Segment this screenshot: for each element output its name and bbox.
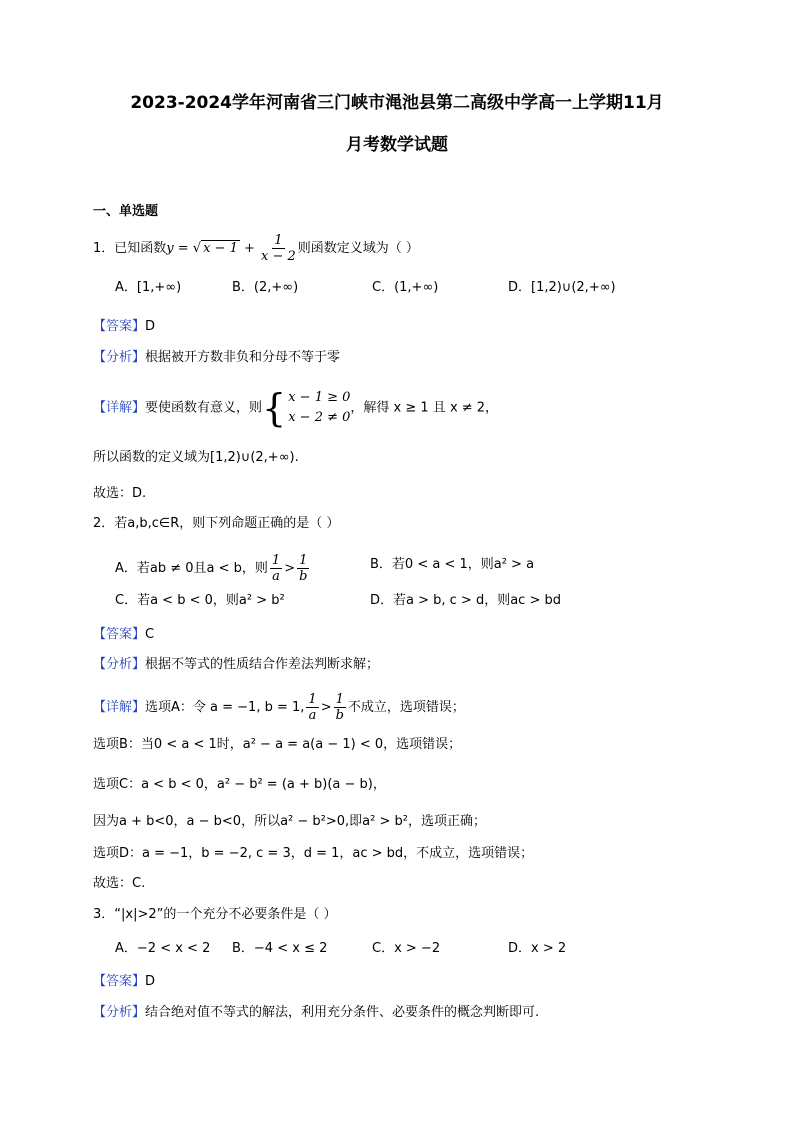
- q1-analysis: [93, 349, 340, 367]
- q2-option-b: B．若0 < a < 1，则a² > a: [370, 557, 535, 572]
- q2-answer: [93, 626, 154, 644]
- doc-title-line2: 月考数学试题: [346, 135, 448, 155]
- q1-system: { x − 1 ≥ 0 x − 2 ≠ 0: [262, 386, 351, 430]
- q2-analysis: [93, 656, 379, 674]
- q1-conclusion: 故选：D.: [93, 486, 147, 501]
- answer-label: 【答案】: [93, 319, 146, 334]
- q2-line-d: 选项D：a = −1，b = −2, c = 3，d = 1，ac > bd，不成立，选项错误；: [93, 846, 534, 861]
- q2-line-c: 选项C：a < b < 0，a² − b² = (a + b)(a − b)，: [93, 777, 386, 792]
- q1-detail-pre: 要使函数有意义，则: [145, 400, 263, 416]
- q2-detail: 【详解】选项A：令 a = −1, b = 1, $\frac{1}{a}$ > $\frac{1}{b}$ 不成立，选项错误；: [93, 692, 465, 723]
- q2-option-c: C．若a < b < 0，则a² > b²: [115, 593, 285, 608]
- answer-label: 【答案】: [93, 974, 146, 989]
- q1-answer-value: D: [145, 319, 156, 334]
- q1-option-a: A．[1,+∞): [115, 280, 182, 295]
- q2-line-c2: 因为a + b<0，a − b<0，所以a² − b²>0,即a² > b²，选项正确；: [93, 814, 486, 829]
- q2-stem: 2．若a,b,c∈R，则下列命题正确的是（ ）: [93, 516, 340, 531]
- q1-option-b: B．(2,+∞): [232, 280, 299, 295]
- q1-stem: [93, 233, 419, 264]
- q1-detail-post: ，解得 x ≥ 1 且 x ≠ 2，: [350, 400, 499, 416]
- q3-option-b: B．−4 < x ≤ 2: [232, 941, 328, 956]
- q2-detail-pre: 选项A：令 a = −1, b = 1,: [145, 700, 305, 715]
- q2-analysis-text: 根据不等式的性质结合作差法判断求解；: [145, 657, 380, 672]
- q2-line-b: 选项B：当0 < a < 1时，a² − a = a(a − 1) < 0，选项错误；: [93, 737, 462, 752]
- q2-conclusion: 故选：C.: [93, 876, 146, 891]
- q3-option-c: C．x > −2: [372, 941, 441, 956]
- q3-answer-value: D: [145, 974, 156, 989]
- q2-option-a-text: A．若ab ≠ 0且a < b，则: [115, 561, 268, 576]
- q2-option-d: D．若a > b, c > d，则ac > bd: [370, 593, 561, 608]
- q1-option-c: C．(1,+∞): [372, 280, 439, 295]
- analysis-label: 【分析】: [93, 350, 146, 365]
- q3-analysis-text: 结合绝对值不等式的解法，利用充分条件、必要条件的概念判断即可.: [145, 1005, 540, 1020]
- q1-stem-suffix: 则函数定义域为（ ）: [297, 241, 419, 256]
- answer-label: 【答案】: [93, 627, 146, 642]
- analysis-label: 【分析】: [93, 1005, 146, 1020]
- q2-detail-post: 不成立，选项错误；: [347, 700, 465, 715]
- q3-stem: 3．“|x|>2”的一个充分不必要条件是（ ）: [93, 907, 337, 922]
- detail-label: 【详解】: [93, 400, 146, 416]
- q1-option-d: D．[1,2)∪(2,+∞): [508, 280, 616, 295]
- doc-title-line1: 2023-2024学年河南省三门峡市渑池县第二高级中学高一上学期11月: [130, 93, 664, 113]
- q1-formula: y = √ x − 1 + $\frac{1}{x - 2}$: [166, 233, 296, 264]
- q3-analysis: [93, 1004, 539, 1022]
- detail-label: 【详解】: [93, 700, 146, 715]
- q3-answer: [93, 973, 155, 991]
- q1-answer: [93, 318, 155, 336]
- q3-option-a: A．−2 < x < 2: [115, 941, 211, 956]
- q3-option-d: D．x > 2: [508, 941, 567, 956]
- q2-option-a: A．若ab ≠ 0且a < b，则 $\frac{1}{a}$ > $\frac{1}{b}$: [115, 553, 308, 584]
- section-heading: 一、单选题: [93, 204, 159, 219]
- analysis-label: 【分析】: [93, 657, 146, 672]
- q1-stem-prefix: 1．已知函数: [93, 241, 167, 256]
- q1-detail2: 所以函数的定义域为[1,2)∪(2,+∞).: [93, 450, 299, 465]
- q1-detail: [93, 388, 498, 428]
- q1-analysis-text: 根据被开方数非负和分母不等于零: [145, 350, 341, 365]
- q2-answer-value: C: [145, 627, 155, 642]
